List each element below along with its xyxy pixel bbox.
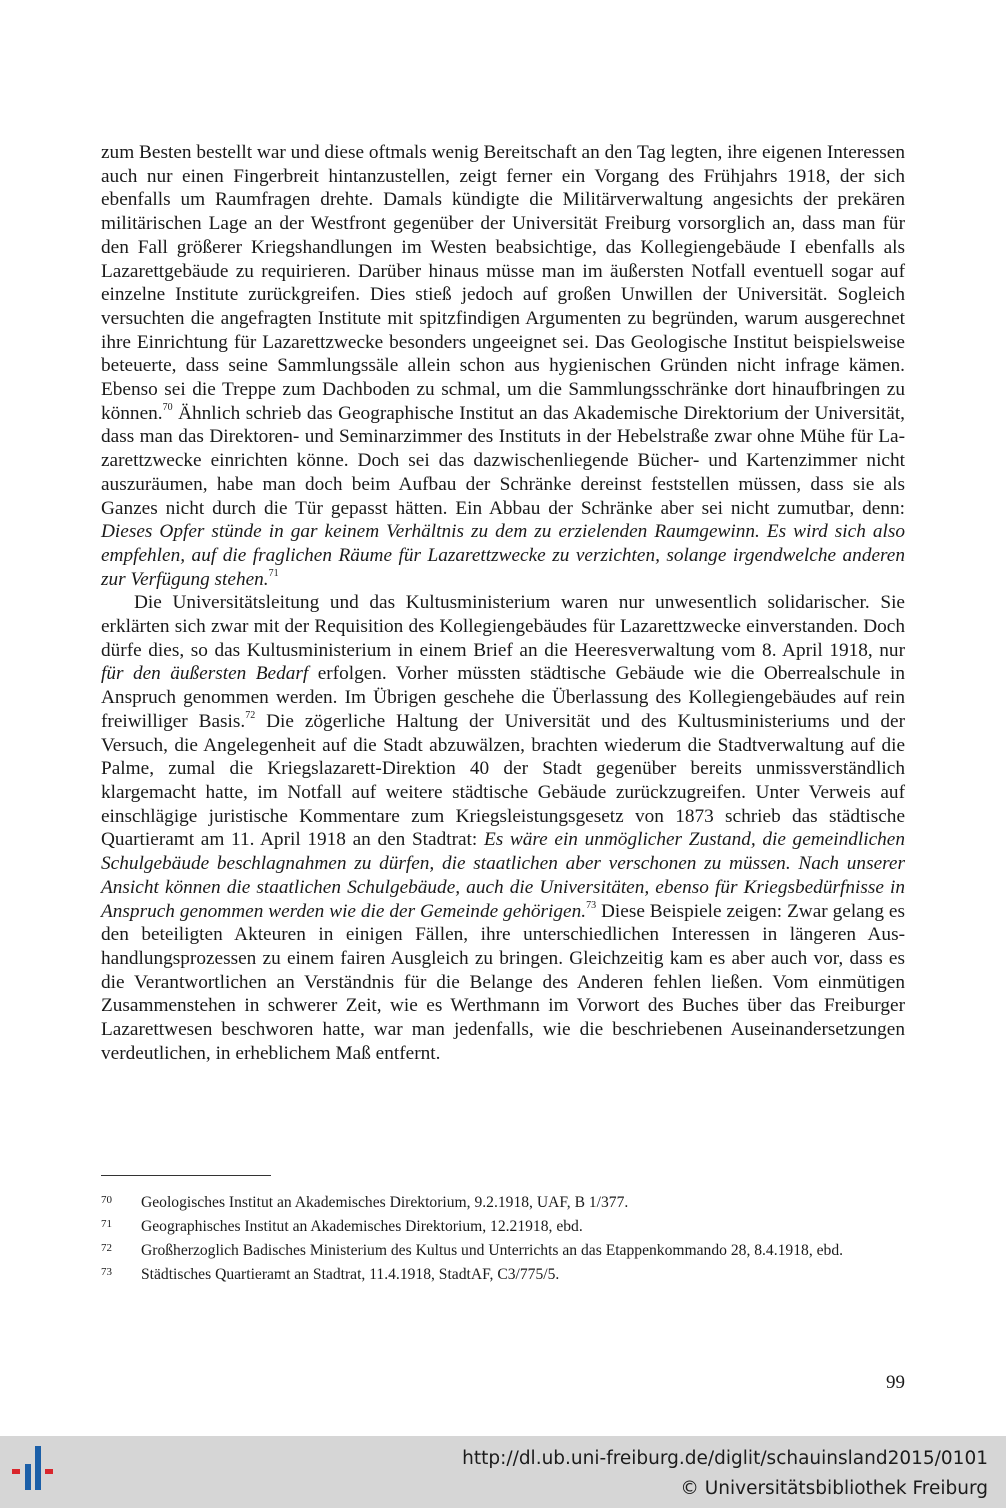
- paragraph: [101, 591, 905, 1065]
- text-run: erfolgen. Vorher müssten städtische Gebäude wie die Oberrealschule in Anspruch genommen werden. Im Übrigen geschehe die Überlassung des Kollegiengebäudes auf rein freiwilliger Basis.: [101, 663, 905, 732]
- quote-text: Dieses Opfer stünde in gar keinem Verhältnis zu dem zu erzielenden Raumgewinn. Es wird sich also empfehlen, auf die fraglichen Räume für Lazarettzwecke zu verzichten, solange irgendwelche anderen zur Verfügung stehen.: [101, 521, 905, 590]
- footer-url-link[interactable]: http://dl.ub.uni-freiburg.de/diglit/schauinsland2015/0101: [462, 1448, 988, 1469]
- footnote-separator: [101, 1175, 271, 1176]
- footnote-number: 71: [101, 1218, 112, 1230]
- footer-copyright: © Universitätsbibliothek Freiburg: [680, 1478, 988, 1499]
- paragraph: [101, 141, 905, 591]
- footnote-text: Geologisches Institut an Akademisches Direktorium, 9.2.1918, UAF, B 1/377.: [141, 1194, 629, 1211]
- footnote: [101, 1240, 905, 1261]
- footnotes: [101, 1192, 905, 1288]
- footnote-ref: 72: [245, 710, 256, 722]
- footnote-number: 70: [101, 1194, 112, 1206]
- text-run: Ähnlich schrieb das Geographische Institut an das Akademische Direktorium der Universität, dass man das Direktoren- und Seminarzimmer des Instituts in der Hebelstraße zwar ohne Mühe für Lazarettzwecke einrichten könne. Doch sei das dazwischenliegende Bücher- und Kartenzimmer nicht auszuräumen, habe man doch beim Aufbau der Schränke dereinst feststellen müssen, dass sie als Ganzes nicht durch die Tür gepasst hätten. Ein Abbau der Schränke aber sei nicht zumutbar, denn:: [101, 402, 905, 519]
- footnote-text: Städtisches Quartieramt an Stadtrat, 11.4.1918, StadtAF, C3/775/5.: [141, 1266, 560, 1283]
- footnote-text: Großherzoglich Badisches Ministerium des Kultus und Unterrichts an das Etappenkommando 28, 8.4.1918, ebd.: [141, 1242, 844, 1259]
- quote-text: für den äußersten Bedarf: [101, 663, 309, 685]
- text-run: Diese Beispiele zeigen: Zwar gelang es den beteiligten Akteuren in einigen Fällen, ihre unterschiedlichen Interessen in längeren Aushandlungsprozessen zu einem fairen Ausgleich zu bringen. Gleichzeitig kam es aber auch vor, dass es die Verantwortlichen an Verständnis für die Belange des Anderen fehlen ließen. Vom einmütigen Zusammenstehen in schwerer Zeit, wie es Werthmann im Vorwort des Buches über das Freiburger Lazarettwesen beschworen hatte, war man jedenfalls, wie die beschriebenen Auseinandersetzungen verdeutlichen, in erheblichem Maß entfernt.: [101, 900, 905, 1064]
- text-run: Die Universitätsleitung und das Kultusministerium waren nur unwesentlich solidarischer. Sie erklärten sich zwar mit der Requisition des Kollegiengebäudes für Lazarettzwecke einverstanden. Doch dürfe dies, so das Kultusministerium in einem Brief an die Heeresverwaltung vom 8. April 1918, nur: [101, 592, 905, 661]
- footnote-number: 72: [101, 1242, 112, 1254]
- footnote-ref: 73: [586, 900, 597, 912]
- quote-text: Es wäre ein unmöglicher Zustand, die gemeindlichen Schulgebäude beschlagnahmen zu dürfen, die staatlichen aber verschonen zu müssen. Nach unserer Ansicht können die staatlichen Schulgebäude, auch die Universitäten, ebenso für Kriegsbedürfnisse in Anspruch genommen werden wie die der Gemeinde gehörigen.: [101, 829, 905, 922]
- page-number: 99: [886, 1372, 905, 1393]
- footer-bar: [0, 1436, 1006, 1508]
- footnote: [101, 1192, 905, 1213]
- body-text: [101, 141, 905, 1065]
- footnote-text: Geographisches Institut an Akademisches Direktorium, 12.21918, ebd.: [141, 1218, 583, 1235]
- footnote-ref: 71: [268, 568, 279, 580]
- footnote: [101, 1264, 905, 1285]
- ub-freiburg-logo-icon: [10, 1444, 64, 1500]
- footnote-ref: 70: [162, 402, 173, 414]
- text-run: Die zögerliche Haltung der Universität und des Kultusministeriums und der Versuch, die Angelegenheit auf die Stadt abzuwälzen, brachten wiederum die Stadtverwaltung auf die Palme, zumal die Kriegslazarett-Direktion 40 der Stadt gegenüber bereits unmissverständlich klargemacht hatte, im Notfall auf weitere städtische Gebäude zurückzugreifen. Unter Verweis auf einschlägige juristische Kommentare zum Kriegsleistungsgesetz von 1873 schrieb das städtische Quartieramt am 11. April 1918 an den Stadtrat:: [101, 710, 905, 851]
- footnote: [101, 1216, 905, 1237]
- text-run: zum Besten bestellt war und diese oftmals wenig Bereitschaft an den Tag legten, ihre eigenen Interessen auch nur einen Fingerbreit hintanzustellen, zeigt ferner ein Vorgang des Frühjahrs 1918, der sich ebenfalls um Raumfragen drehte. Damals kündigte die Militärverwaltung angesichts der prekären militärischen Lage an der Westfront gegenüber der Universität Freiburg vorsorglich an, dass man für den Fall größerer Kriegshandlungen im Westen beabsichtige, das Kollegiengebäude I ebenfalls als Lazarettgebäude zu requirieren. Darüber hinaus müsse man im äußersten Notfall eventuell sogar auf einzelne Institute zurückgreifen. Dies stieß jedoch auf großen Unwillen der Universität. Sogleich versuchten die angefragten Institute mit spitzfindigen Argumenten zu begründen, warum ausgerechnet ihre Einrichtung für Lazarettzwecke besonders ungeeignet sei. Das Geologische Institut beispielsweise beteuerte, dass seine Sammlungssäle allein schon aus hygienischen Gründen nicht infrage kämen. Ebenso sei die Treppe zum Dachboden zu schmal, um die Sammlungsschränke dort hinaufbringen zu können.: [101, 142, 905, 424]
- footnote-number: 73: [101, 1266, 112, 1278]
